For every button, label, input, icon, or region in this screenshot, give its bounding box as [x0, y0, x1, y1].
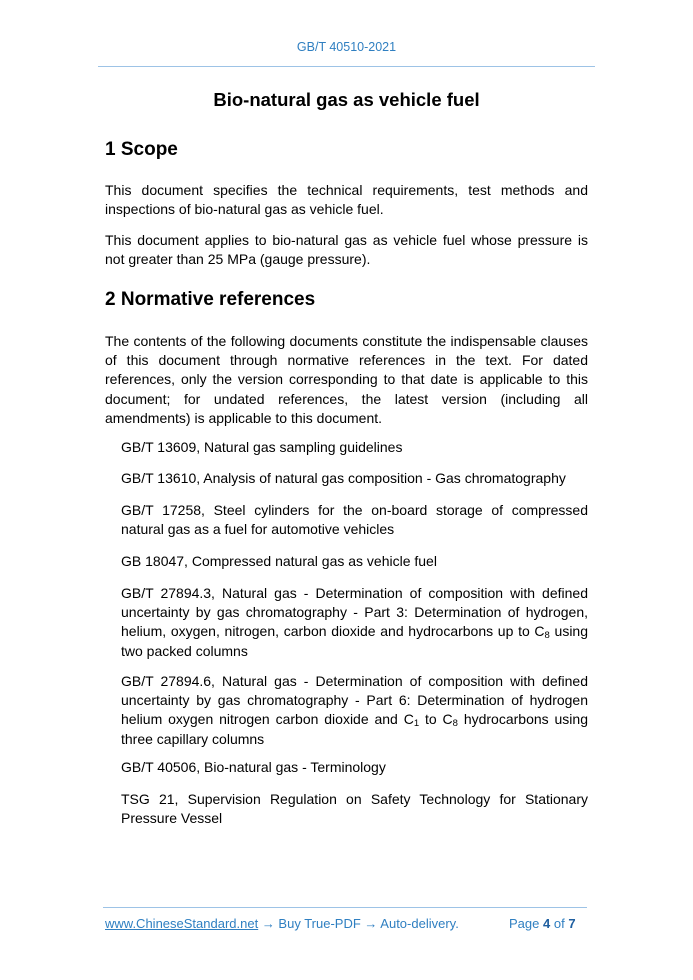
chinesestandard-link[interactable]: www.ChineseStandard.net [105, 916, 259, 931]
reference-item: GB/T 27894.6, Natural gas - Determination of composition with defined uncertainty by gas chromatography - Part 6: Determination of hydrogen helium oxygen nitrogen carbon dioxide and $C_1$ to $C_8$ hydrocarbons using three capillary columns [121, 673, 588, 747]
reference-item: GB 18047, Compressed natural gas as vehicle fuel [121, 553, 437, 569]
header-divider [98, 66, 595, 67]
normative-references-intro: The contents of the following documents constitute the indispensable clauses of this document through normative references in the text. For dated references, only the version corresponding to that date is applicable to this document; for undated references, the latest version (including all amendments) is applicable to this document. [105, 333, 588, 426]
page-indicator: Page 4 of 7 [509, 916, 576, 931]
reference-item: TSG 21, Supervision Regulation on Safety Technology for Stationary Pressure Vessel [121, 791, 588, 827]
footer-divider [103, 907, 587, 908]
section-heading-normative-references: 2 Normative references [105, 289, 316, 310]
reference-item: GB/T 40506, Bio-natural gas - Terminology [121, 759, 386, 775]
document-title: Bio-natural gas as vehicle fuel [213, 89, 480, 110]
reference-item: GB/T 17258, Steel cylinders for the on-board storage of compressed natural gas as a fuel for automotive vehicles [121, 502, 588, 538]
reference-item: GB/T 27894.3, Natural gas - Determination of composition with defined uncertainty by gas chromatography - Part 3: Determination of hydrogen, helium, oxygen, nitrogen, carbon dioxide and hydrocarbons up to $C_8$ using two packed columns [121, 585, 588, 659]
scope-paragraph-2: This document applies to bio-natural gas as vehicle fuel whose pressure is not greater than 25 MPa (gauge pressure). [105, 232, 588, 268]
reference-item: GB/T 13609, Natural gas sampling guidelines [121, 439, 403, 455]
section-heading-scope: 1 Scope [105, 139, 178, 160]
scope-paragraph-1: This document specifies the technical requirements, test methods and inspections of bio-natural gas as vehicle fuel. [105, 182, 588, 218]
footer-promo: www.ChineseStandard.net → Buy True-PDF → Auto-delivery. [105, 916, 459, 931]
document-id-header: GB/T 40510-2021 [296, 40, 397, 54]
reference-item: GB/T 13610, Analysis of natural gas composition - Gas chromatography [121, 470, 566, 486]
